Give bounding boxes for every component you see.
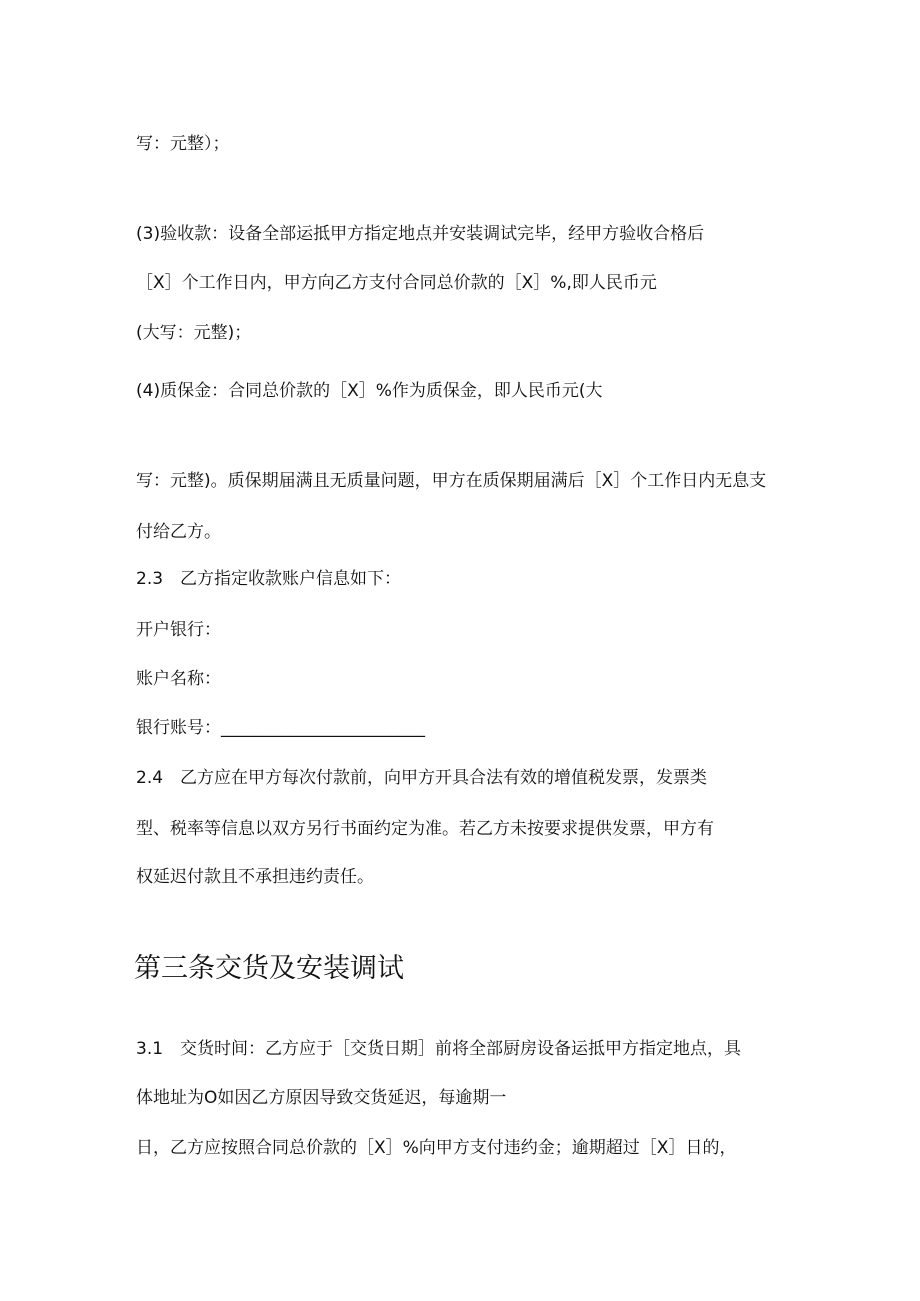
text-line: ［X］个工作日内，甲方向乙方支付合同总价款的［X］%,即人民币元	[136, 273, 657, 293]
text-line: (大写：元整)；	[136, 323, 252, 343]
text-line: 日，乙方应按照合同总价款的［X］%向甲方支付违约金；逾期超过［X］日的，	[136, 1138, 737, 1158]
account-name-field: 账户名称：	[136, 669, 221, 689]
text-line: (3)验收款：设备全部运抵甲方指定地点并安装调试完毕，经甲方验收合格后	[136, 224, 705, 244]
text-line: 3.1 交货时间：乙方应于［交货日期］前将全部厨房设备运抵甲方指定地点，具	[136, 1039, 742, 1059]
text-line: (4)质保金：合同总价款的［X］%作为质保金，即人民币元(大	[136, 381, 603, 401]
text-line: 写：元整)。质保期届满且无质量问题，甲方在质保期届满后［X］个工作日内无息支	[136, 471, 767, 491]
bank-name-field: 开户银行：	[136, 620, 221, 640]
text-line: 权延迟付款且不承担违约责任。	[136, 867, 374, 887]
text-line: 写：元整）；	[136, 134, 230, 154]
text-line: 2.4 乙方应在甲方每次付款前，向甲方开具合法有效的增值税发票，发票类	[136, 768, 708, 788]
account-number-field: 银行账号：________________________	[136, 718, 425, 738]
text-line: 型、税率等信息以双方另行书面约定为准。若乙方未按要求提供发票，甲方有	[136, 819, 714, 839]
section-3-heading: 第三条交货及安装调试	[134, 953, 404, 984]
section-2-3-title: 2.3 乙方指定收款账户信息如下：	[136, 569, 402, 589]
text-line: 付给乙方。	[136, 522, 221, 542]
text-line: 体地址为O如因乙方原因导致交货延迟，每逾期一	[136, 1088, 507, 1108]
